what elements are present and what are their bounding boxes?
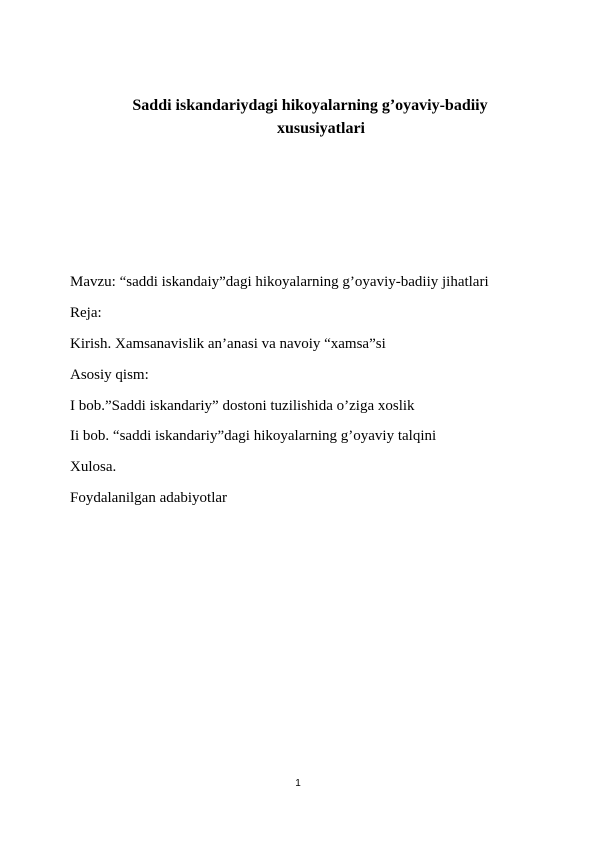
page-number: 1: [295, 778, 301, 789]
plan-item-main-part: Asosiy qism:: [70, 366, 149, 383]
title-line-2: xususiyatlari: [276, 120, 365, 137]
document-body: [70, 273, 540, 520]
plan-item-chapter-2: Ii bob. “saddi iskandariy”dagi hikoyalarning g’oyaviy talqini: [70, 428, 437, 445]
title-line-1: Saddi iskandariydagi hikoyalarning g’oyaviy-badiiy: [132, 97, 488, 114]
plan-item-references: Foydalanilgan adabiyotlar: [70, 490, 228, 507]
plan-item-conclusion: Xulosa.: [70, 459, 117, 476]
topic-line: Mavzu: “saddi iskandaiy”dagi hikoyalarning g’oyaviy-badiiy jihatlari: [70, 274, 489, 290]
document-title: [70, 94, 550, 140]
plan-item-introduction: Kirish. Xamsanavislik an’anasi va navoiy “xamsa”si: [70, 335, 386, 352]
plan-item-chapter-1: I bob.”Saddi iskandariy” dostoni tuzilishida o’ziga xoslik: [70, 397, 415, 414]
plan-heading: Reja:: [70, 304, 102, 321]
